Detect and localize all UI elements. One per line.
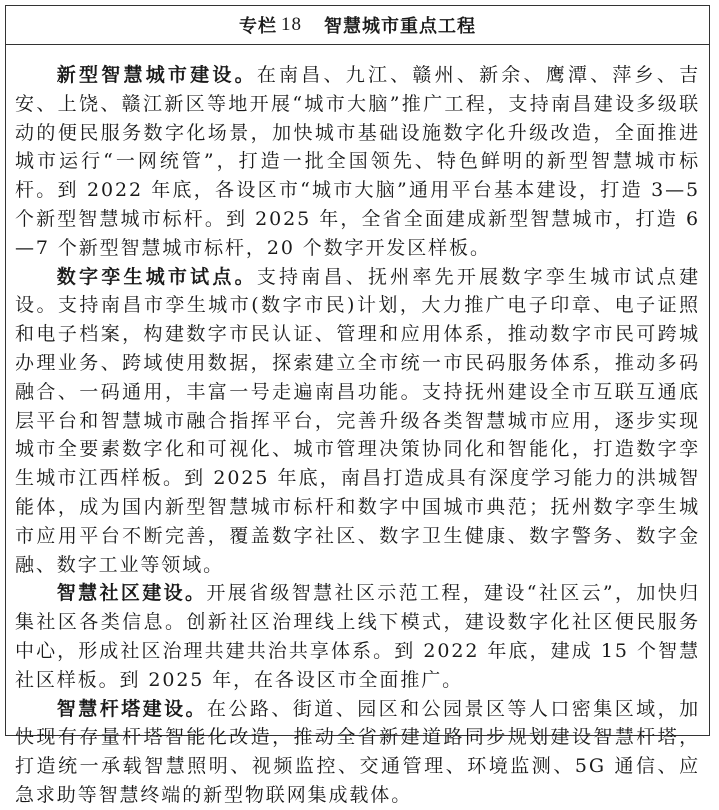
- paragraph-smart-community: [15, 579, 700, 694]
- paragraph-smart-pole: [15, 695, 700, 810]
- header-prefix: 专栏: [239, 16, 277, 37]
- paragraph-text: 支持南昌、抚州率先开展数字孪生城市试点建设。支持南昌市孪生城市(数字市民)计划，大力推广电子印章、电子证照和电子档案，构建数字市民认证、管理和应用体系，推动数字市民可跨城办理业务、跨域使用数据，探索建立全市统一市民码服务体系，推动多码融合、一码通用，丰富一号走遍南昌功能。支持抚州建设全市互联互通底层平台和智慧城市融合指挥平台，完善升级各类智慧城市应用，逐步实现城市全要素数字化和可视化、城市管理决策协同化和智能化，打造数字孪生城市江西样板。到 2025 年底，南昌打造成具有深度学习能力的洪城智能体，成为国内新型智慧城市标杆和数字中国城市典范；抚州数字孪生城市应用平台不断完善，覆盖数字社区、数字卫生健康、数字警务、数字金融、数字工业等领域。: [15, 265, 700, 576]
- paragraph-smart-city: [15, 61, 700, 263]
- header-title: 智慧城市重点工程: [324, 16, 476, 37]
- feature-box: [5, 5, 710, 806]
- paragraph-text: 开展省级智慧社区示范工程，建设“社区云”，加快归集社区各类信息。创新社区治理线上线下模式，建设数字化社区便民服务中心，形成社区治理共建共治共享体系。到 2022 年底，建成 15 个智慧社区样板。到 2025 年，在各设区市全面推广。: [15, 582, 700, 691]
- paragraph-text: 在南昌、九江、赣州、新余、鹰潭、萍乡、吉安、上饶、赣江新区等地开展“城市大脑”推广工程，支持南昌建设多级联动的便民服务数字化场景，加快城市基础设施数字化升级改造，全面推进城市运行“一网统管”，打造一批全国领先、特色鲜明的新型智慧城市标杆。到 2022 年底，各设区市“城市大脑”通用平台基本建设，打造 3—5 个新型智慧城市标杆。到 2025 年，全省全面建成新型智慧城市，打造 6—7 个新型智慧城市标杆，20 个数字开发区样板。: [15, 64, 700, 259]
- box-header: [6, 6, 709, 45]
- paragraph-lead: 智慧杆塔建设。: [56, 697, 208, 720]
- paragraph-lead: 智慧社区建设。: [56, 582, 207, 605]
- header-number: 18: [281, 14, 302, 35]
- paragraph-lead: 新型智慧城市建设。: [56, 64, 257, 86]
- paragraph-digital-twin: [15, 263, 700, 580]
- paragraph-text: 在公路、街道、园区和公园景区等人口密集区域，加快现有存量杆塔智能化改造，推动全省新建道路同步规划建设智慧杆塔，打造统一承载智慧照明、视频监控、交通管理、环境监测、5G 通信、应急求助等智慧终端的新型物联网集成载体。: [15, 697, 700, 806]
- box-content: [6, 45, 709, 810]
- paragraph-lead: 数字孪生城市试点。: [56, 265, 257, 288]
